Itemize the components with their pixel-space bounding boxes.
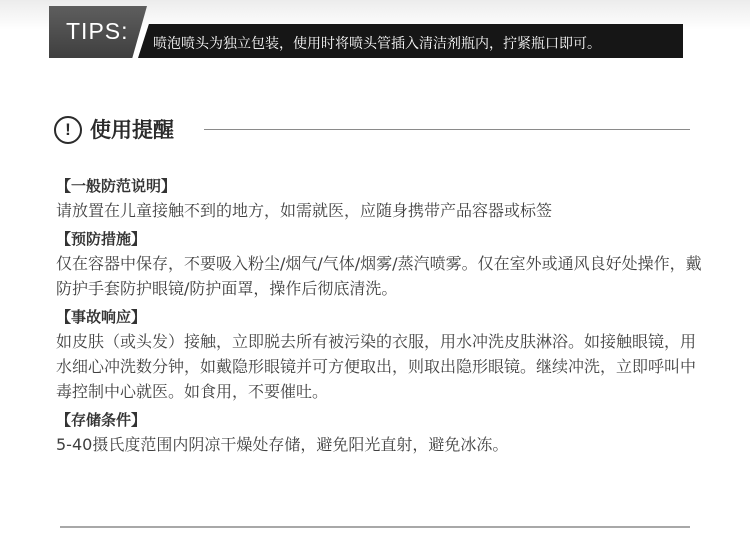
section-general-precautions [56,174,706,223]
section-storage [56,408,706,457]
section-body: 5-40摄氏度范围内阴凉干燥处存储，避免阳光直射，避免冰冻。 [56,435,509,454]
tips-banner [49,6,683,58]
section-heading: 【预防措施】 [56,230,147,248]
page-title: 使用提醒 [90,118,174,142]
section-body: 仅在容器中保存，不要吸入粉尘/烟气/气体/烟雾/蒸汽喷雾。仅在室外或通风良好处操作，戴防护手套防护眼镜/防护面罩，操作后彻底清洗。 [56,254,702,298]
section-heading: 【一般防范说明】 [56,177,177,195]
section-heading: 【事故响应】 [56,308,147,326]
footer-divider [60,526,690,528]
section-heading: 【存储条件】 [56,411,147,429]
title-divider [204,129,690,130]
tips-text: 喷泡喷头为独立包装，使用时将喷头管插入清洁剂瓶内，拧紧瓶口即可。 [153,36,601,52]
section-prevention [56,227,706,301]
exclamation-icon: ! [54,116,82,144]
tips-label: TIPS: [66,18,129,44]
section-response [56,305,706,404]
section-body: 请放置在儿童接触不到的地方，如需就医，应随身携带产品容器或标签 [56,201,553,220]
section-header [54,114,694,148]
instructions-content [56,174,706,461]
section-body: 如皮肤（或头发）接触，立即脱去所有被污染的衣服，用水冲洗皮肤淋浴。如接触眼镜，用水细心冲洗数分钟，如戴隐形眼镜并可方便取出，则取出隐形眼镜。继续冲洗，立即呼叫中毒控制中心就医。如食用，不要催吐。 [56,332,697,401]
